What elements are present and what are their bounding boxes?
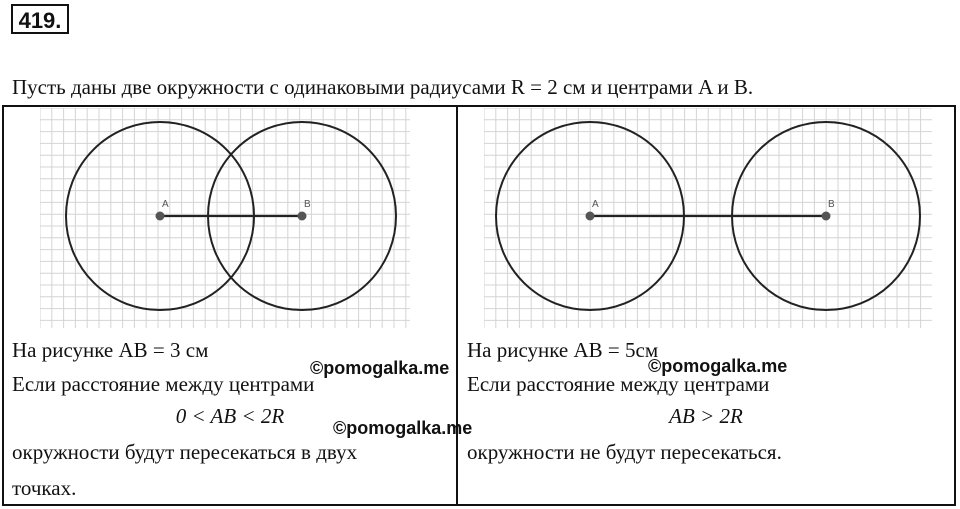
task-number: 419.: [11, 4, 69, 34]
right-formula: AB > 2R: [669, 404, 743, 428]
right-line1: На рисунке AB = 5см: [467, 338, 659, 362]
point-b: [822, 212, 831, 221]
left-line2: Если расстояние между центрами: [12, 372, 315, 396]
grid: [484, 108, 932, 328]
label-a: A: [592, 199, 599, 210]
point-a: [156, 212, 165, 221]
left-line3: окружности будут пересекаться в двух: [12, 440, 358, 464]
left-figure: [40, 108, 410, 328]
left-formula: 0 < AB < 2R: [175, 404, 285, 428]
watermark: ©pomogalka.me: [648, 356, 788, 376]
watermark: ©pomogalka.me: [310, 358, 450, 378]
point-a: [586, 212, 595, 221]
left-line1: На рисунке AB = 3 см: [12, 338, 209, 362]
label-a: A: [162, 199, 169, 210]
watermark: ©pomogalka.me: [333, 418, 473, 438]
right-figure: [484, 108, 932, 328]
label-b: B: [828, 199, 835, 210]
point-b: [298, 212, 307, 221]
intro-text: Пусть даны две окружности с одинаковыми радиусами R = 2 см и центрами A и B.: [12, 75, 754, 99]
right-line3: окружности не будут пересекаться.: [467, 440, 782, 464]
label-b: B: [304, 199, 311, 210]
left-line4: точках.: [12, 476, 77, 500]
right-line2: Если расстояние между центрами: [467, 372, 770, 396]
